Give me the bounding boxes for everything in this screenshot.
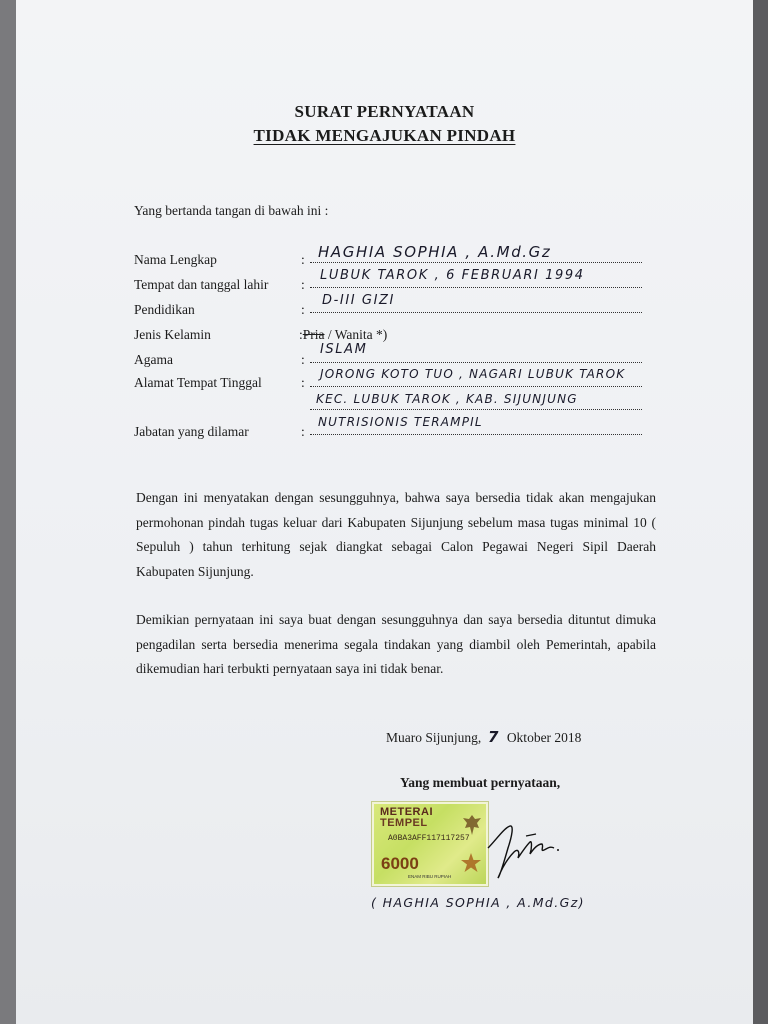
place-date-prefix: Muaro Sijunjung, xyxy=(386,730,482,745)
statement-paragraph: Dengan ini menyatakan dengan sesungguhnya, bahwa saya bersedia tidak akan mengajukan permohonan pindah tugas keluar dari Kabupaten Sijunjung sebelum masa tugas minimal 10 ( Sepuluh ) tahun terhitung sejak diangkat sebagai Calon Pegawai Negeri Sipil Daerah Kabupaten Sijunjung. xyxy=(136,490,656,579)
handwritten-signature xyxy=(486,818,566,882)
dotted-line-alamat-2 xyxy=(310,409,642,410)
dotted-line-ttl xyxy=(310,287,642,288)
value-jabatan: NUTRISIONIS TERAMPIL xyxy=(318,415,483,429)
background-edge-right xyxy=(753,0,768,1024)
stamp-value: 6000 xyxy=(381,854,419,873)
value-pendidikan: D-III GIZI xyxy=(322,293,395,308)
signer-name: ( HAGHIA SOPHIA , A.Md.Gz) xyxy=(371,895,585,910)
stamp-serial-code: A0BA3AFF117117257 xyxy=(388,834,470,843)
value-ttl: LUBUK TAROK , 6 FEBRUARI 1994 xyxy=(320,268,585,283)
label-jenis-kelamin: Jenis Kelamin xyxy=(134,327,211,342)
colon-pendidikan: : xyxy=(301,302,305,317)
label-nama: Nama Lengkap xyxy=(134,252,217,267)
label-agama: Agama xyxy=(134,352,173,367)
background-edge-left xyxy=(0,0,16,1024)
colon-jenis-kelamin: : xyxy=(299,327,303,342)
document-page xyxy=(16,0,753,1024)
value-alamat-line1: JORONG KOTO TUO , NAGARI LUBUK TAROK xyxy=(320,367,626,381)
label-alamat: Alamat Tempat Tinggal xyxy=(134,375,262,390)
option-wanita: / Wanita *) xyxy=(324,327,388,342)
closing-paragraph: Demikian pernyataan ini saya buat dengan sesungguhnya dan saya bersedia dituntut dimuka pengadilan serta bersedia menerima segala tindakan yang diambil oleh Pemerintah, apabila dikemudian hari terbukti pernyataan saya ini tidak benar. xyxy=(136,612,656,676)
stamp-value-words: ENAM RIBU RUPIAH xyxy=(408,874,452,879)
colon-alamat: : xyxy=(301,375,305,390)
value-jenis-kelamin xyxy=(299,327,387,343)
place-date xyxy=(386,728,581,746)
colon-ttl: : xyxy=(301,277,305,292)
label-jabatan: Jabatan yang dilamar xyxy=(134,424,249,439)
label-pendidikan: Pendidikan xyxy=(134,302,195,317)
value-agama: ISLAM xyxy=(320,342,368,357)
dotted-line-alamat-1 xyxy=(310,386,642,387)
dotted-line-jabatan xyxy=(310,434,642,435)
intro-text: Yang bertanda tangan di bawah ini : xyxy=(134,203,329,218)
dotted-line-nama xyxy=(310,262,642,263)
value-nama: HAGHIA SOPHIA , A.Md.Gz xyxy=(318,243,552,261)
closing-salutation: Yang membuat pernyataan, xyxy=(400,775,561,790)
document-subtitle: TIDAK MENGAJUKAN PINDAH xyxy=(253,126,516,145)
option-pria-struck: Pria xyxy=(302,327,325,342)
stamp-title-line2: TEMPEL xyxy=(380,817,428,829)
place-date-day: 7 xyxy=(488,728,501,746)
colon-nama: : xyxy=(301,252,305,267)
label-ttl: Tempat dan tanggal lahir xyxy=(134,277,269,292)
document-title: SURAT PERNYATAAN xyxy=(294,102,475,121)
dotted-line-agama xyxy=(310,362,642,363)
colon-jabatan: : xyxy=(301,424,305,439)
stamp-title-line1: METERAI xyxy=(380,806,433,818)
garuda-emblem-icon xyxy=(462,814,482,836)
value-alamat-line2: KEC. LUBUK TAROK , KAB. SIJUNJUNG xyxy=(316,392,578,406)
colon-agama: : xyxy=(301,352,305,367)
meterai-stamp xyxy=(372,802,488,886)
place-date-suffix: Oktober 2018 xyxy=(506,730,582,745)
star-emblem-icon xyxy=(460,852,482,874)
dotted-line-pendidikan xyxy=(310,312,642,313)
